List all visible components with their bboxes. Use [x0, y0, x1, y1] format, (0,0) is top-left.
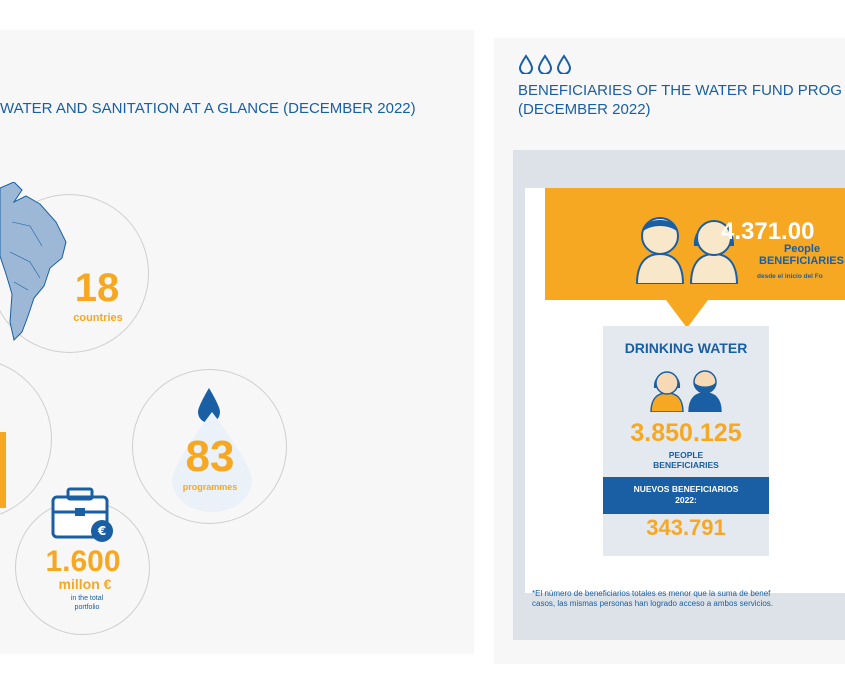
- footnote-line2: casos, las mismas personas han logrado acceso a ambos servicios.: [532, 599, 773, 608]
- portfolio-unit: millon €: [58, 576, 112, 592]
- footnote-line1: *El número de beneficiarios totales es menor que la suma de benef: [532, 589, 771, 598]
- programmes-label: programmes: [182, 482, 238, 492]
- programmes-value: 83: [185, 432, 235, 481]
- new-beneficiaries-label-line1: NUEVOS BENEFICIARIOS: [633, 484, 739, 494]
- total-beneficiaries-label-line1: People: [784, 243, 821, 255]
- left-panel-title: WATER AND SANITATION AT A GLANCE (DECEMBER 2022): [0, 100, 416, 117]
- right-infographic-panel: [494, 38, 845, 664]
- total-beneficiaries-value: 4.371.00: [721, 218, 815, 245]
- total-beneficiaries-sub: desde el inicio del Fo: [757, 273, 823, 280]
- drinking-water-value: 3.850.125: [630, 419, 742, 447]
- right-panel-title-line1: BENEFICIARIES OF THE WATER FUND PROG: [518, 82, 842, 99]
- new-beneficiaries-value: 343.791: [646, 515, 726, 540]
- south-america-map-icon: [0, 182, 70, 342]
- people-couple-small-icon: [649, 366, 723, 412]
- drinking-water-label-line1: PEOPLE: [668, 450, 704, 460]
- portfolio-note-line1: in the total: [70, 595, 104, 602]
- drinking-water-title: DRINKING WATER: [624, 340, 748, 356]
- down-arrow-icon: [666, 300, 708, 328]
- new-beneficiaries-banner: [603, 477, 769, 514]
- water-drops-icon: [518, 54, 574, 74]
- right-panel-title-line2: (DECEMBER 2022): [518, 101, 651, 118]
- portfolio-note-line2: portfolio: [74, 604, 100, 611]
- drinking-water-label-line2: BENEFICIARIES: [653, 460, 719, 470]
- drinking-water-card: [603, 326, 769, 556]
- portfolio-value: 1.600: [45, 545, 121, 578]
- countries-value: 18: [74, 266, 120, 310]
- countries-label: countries: [73, 312, 123, 324]
- new-beneficiaries-label-line2: 2022:: [675, 495, 697, 505]
- svg-text:€: €: [97, 524, 107, 538]
- total-beneficiaries-label-line2: BENEFICIARIES: [759, 255, 844, 267]
- partial-orange-mark: [0, 432, 6, 508]
- briefcase-euro-icon: [50, 485, 116, 545]
